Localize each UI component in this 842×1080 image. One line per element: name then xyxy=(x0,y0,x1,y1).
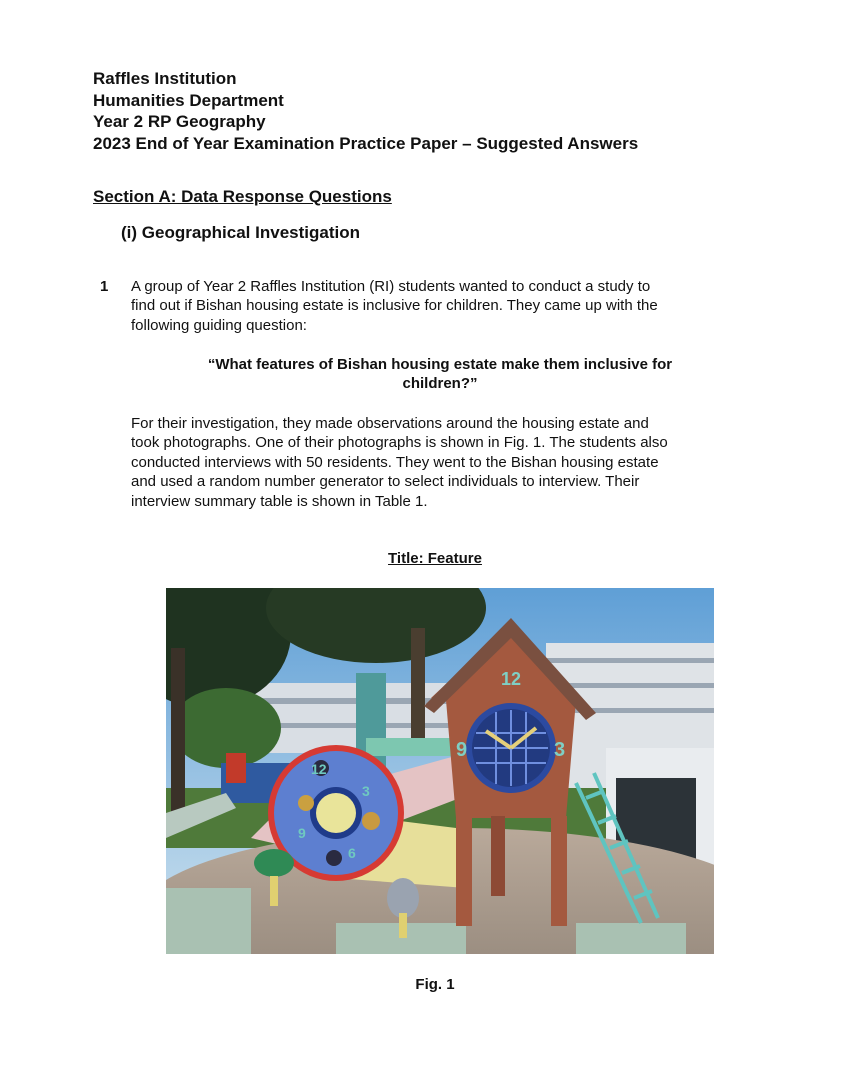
guiding-question xyxy=(160,355,720,393)
intro-line: following guiding question: xyxy=(131,316,307,334)
svg-text:3: 3 xyxy=(554,739,566,761)
playground-photo xyxy=(166,588,714,954)
body-line: For their investigation, they made observations around the housing estate and xyxy=(131,415,649,432)
body-line: interview summary table is shown in Table 1. xyxy=(131,492,428,510)
svg-text:12: 12 xyxy=(311,761,327,777)
document-header xyxy=(93,68,638,154)
guiding-question-line: children?” xyxy=(402,375,478,392)
body-line: conducted interviews with 50 residents. They went to the Bishan housing estate xyxy=(131,453,659,471)
guiding-question-line: “What features of Bishan housing estate make them inclusive for xyxy=(207,356,673,373)
intro-line: A group of Year 2 Raffles Institution (RI) students wanted to conduct a study to xyxy=(131,278,651,295)
section-title: Section A: Data Response Questions xyxy=(93,187,392,206)
figure-caption: Fig. 1 xyxy=(415,976,455,993)
department-name: Humanities Department xyxy=(93,90,284,110)
question-number: 1 xyxy=(100,278,109,295)
body-line: and used a random number generator to select individuals to interview. Their xyxy=(131,473,640,491)
question-intro xyxy=(131,277,751,335)
paper-title: 2023 End of Year Examination Practice Paper – Suggested Answers xyxy=(93,133,639,153)
question-body xyxy=(131,414,751,511)
school-name: Raffles Institution xyxy=(93,69,237,88)
svg-text:6: 6 xyxy=(348,845,356,861)
svg-text:9: 9 xyxy=(456,739,468,761)
svg-text:9: 9 xyxy=(298,825,306,841)
figure-title: Title: Feature xyxy=(388,550,482,567)
svg-text:3: 3 xyxy=(362,783,370,799)
subsection-title: (i) Geographical Investigation xyxy=(121,223,360,242)
intro-line: find out if Bishan housing estate is inclusive for children. They came up with the xyxy=(131,297,658,315)
course-name: Year 2 RP Geography xyxy=(93,112,266,131)
playground-illustration xyxy=(166,588,714,954)
svg-text:12: 12 xyxy=(501,669,522,689)
body-line: took photographs. One of their photographs is shown in Fig. 1. The students also xyxy=(131,434,668,452)
